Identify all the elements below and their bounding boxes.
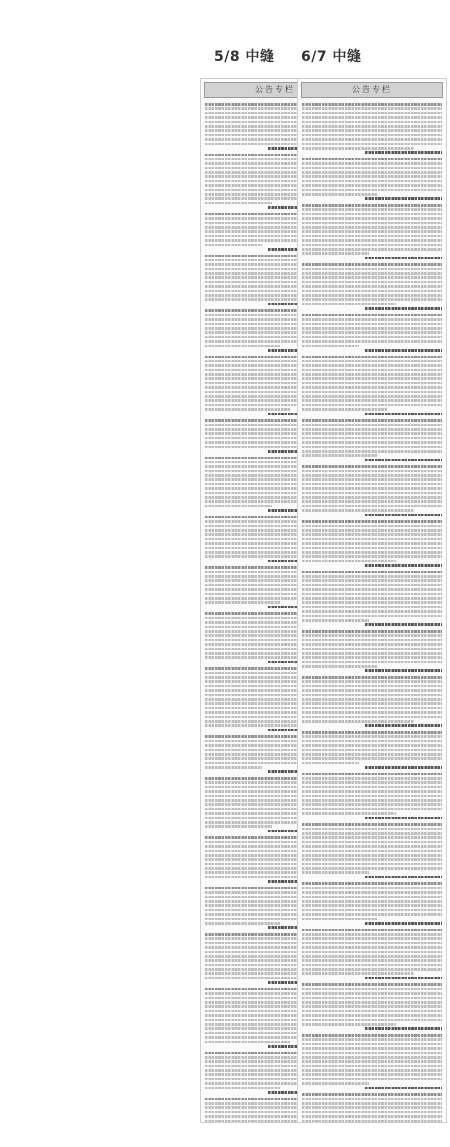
- notice-text-line: [302, 702, 442, 705]
- notice-text-line: [302, 854, 442, 857]
- notice-text-line: [302, 235, 442, 238]
- notice-text-line: [205, 1087, 281, 1090]
- notice-text-line: [302, 1001, 442, 1004]
- notice-block: [302, 520, 442, 567]
- notice-text-line: [302, 773, 442, 776]
- notice-text-line: [205, 244, 262, 247]
- notice-text-line: [302, 795, 442, 798]
- notice-text-line: [302, 918, 378, 921]
- notice-text-line: [302, 478, 442, 481]
- notice-block: [302, 1093, 442, 1123]
- notice-text-line: [302, 904, 442, 907]
- notice-text-line: [302, 184, 442, 187]
- notice-text-line: [302, 496, 442, 499]
- notice-text-line: [205, 555, 299, 558]
- notice-text-line: [302, 762, 359, 765]
- notice-text-line: [302, 630, 442, 633]
- notice-text-line: [302, 290, 442, 293]
- notice-text-line: [205, 825, 272, 828]
- notice-text-line: [302, 525, 442, 528]
- notice-text-line: [302, 529, 442, 532]
- notice-signature-line: [365, 413, 442, 416]
- notice-signature-line: [365, 307, 442, 310]
- left-page-label: 5/8 中缝: [214, 49, 275, 65]
- notice-text-line: [302, 441, 442, 444]
- notice-signature-line: [365, 349, 442, 352]
- notice-text-line: [302, 446, 442, 449]
- notice-text-line: [302, 560, 396, 563]
- notice-text-line: [302, 551, 442, 554]
- notice-text-line: [302, 575, 442, 578]
- notice-text-line: [302, 946, 442, 949]
- notice-text-line: [302, 694, 442, 697]
- notice-text-line: [302, 483, 442, 486]
- notice-text-line: [302, 588, 442, 591]
- notice-text-line: [302, 158, 442, 161]
- notice-text-line: [302, 1005, 442, 1008]
- notice-text-line: [205, 408, 290, 411]
- notice-text-line: [302, 175, 442, 178]
- notice-block: [302, 1034, 442, 1089]
- notice-text-line: [302, 937, 442, 940]
- notice-text-line: [302, 1034, 442, 1037]
- notice-text-line: [302, 597, 442, 600]
- notice-text-line: [302, 1052, 442, 1055]
- notice-text-line: [302, 419, 442, 422]
- notice-text-line: [302, 863, 442, 866]
- notice-text-line: [302, 720, 414, 723]
- notice-signature-line: [365, 766, 442, 769]
- notice-text-line: [302, 571, 442, 574]
- notice-block: [302, 571, 442, 626]
- notice-text-line: [302, 1078, 442, 1081]
- notice-text-line: [302, 437, 442, 440]
- notice-text-line: [302, 887, 442, 890]
- notice-text-line: [302, 716, 442, 719]
- notice-text-line: [302, 180, 442, 183]
- notice-text-line: [302, 268, 442, 271]
- notice-text-line: [302, 951, 442, 954]
- notice-signature-line: [365, 817, 442, 820]
- notice-text-line: [302, 643, 442, 646]
- notice-text-line: [302, 1043, 442, 1046]
- notice-signature-line: [365, 922, 442, 925]
- notice-text-line: [302, 896, 442, 899]
- notice-text-line: [302, 263, 442, 266]
- notice-text-line: [302, 364, 442, 367]
- notice-text-line: [302, 252, 369, 255]
- notice-text-line: [302, 189, 442, 192]
- notice-block: [302, 356, 442, 416]
- notice-text-line: [302, 1010, 442, 1013]
- notice-text-line: [302, 711, 442, 714]
- notice-text-line: [302, 239, 442, 242]
- notice-text-line: [302, 929, 442, 932]
- notice-text-line: [302, 955, 442, 958]
- notice-block: [302, 465, 442, 516]
- notice-text-line: [302, 213, 442, 216]
- notice-text-line: [302, 391, 442, 394]
- notice-text-line: [302, 369, 442, 372]
- notice-text-line: [302, 676, 442, 679]
- notice-signature-line: [365, 1087, 442, 1090]
- notice-text-line: [302, 399, 442, 402]
- notice-text-line: [302, 193, 378, 196]
- notice-text-line: [302, 731, 442, 734]
- notice-text-line: [302, 1023, 396, 1026]
- notice-text-line: [302, 272, 442, 275]
- notice-text-line: [302, 542, 442, 545]
- notice-text-line: [302, 204, 442, 207]
- notice-text-line: [302, 942, 442, 945]
- notice-text-line: [302, 428, 442, 431]
- notice-text-line: [302, 740, 442, 743]
- notice-text-line: [205, 143, 299, 146]
- notice-text-line: [302, 983, 442, 986]
- notice-text-line: [302, 968, 442, 971]
- notice-text-line: [302, 689, 442, 692]
- notice-text-line: [302, 336, 442, 339]
- notice-text-line: [302, 487, 442, 490]
- notice-text-line: [302, 803, 442, 806]
- notice-text-line: [302, 323, 442, 326]
- notice-text-line: [302, 584, 442, 587]
- notice-text-line: [302, 913, 442, 916]
- notice-text-line: [302, 276, 442, 279]
- notice-text-line: [302, 786, 442, 789]
- notice-text-line: [302, 933, 442, 936]
- notice-text-line: [302, 217, 442, 220]
- notice-text-line: [302, 285, 442, 288]
- notice-text-line: [302, 661, 442, 664]
- notice-text-line: [302, 753, 442, 756]
- notice-text-line: [302, 465, 442, 468]
- notice-text-line: [302, 828, 442, 831]
- notice-text-line: [205, 202, 272, 205]
- notice-text-line: [302, 171, 442, 174]
- notice-text-line: [302, 685, 442, 688]
- notice-text-line: [302, 1069, 442, 1072]
- notice-text-line: [302, 959, 442, 962]
- notice-signature-line: [365, 876, 442, 879]
- notice-block: [302, 630, 442, 672]
- notice-text-line: [302, 823, 442, 826]
- notice-text-line: [302, 790, 442, 793]
- notice-text-line: [302, 1073, 442, 1076]
- notice-text-line: [302, 509, 414, 512]
- notice-text-line: [302, 134, 442, 137]
- notice-text-line: [302, 408, 387, 411]
- notice-signature-line: [365, 1027, 442, 1030]
- notice-text-line: [302, 992, 442, 995]
- notice-text-line: [302, 555, 442, 558]
- notice-text-line: [302, 143, 442, 146]
- notice-text-line: [302, 360, 442, 363]
- notice-block: [302, 773, 442, 820]
- right-column-body: [298, 101, 446, 1123]
- notice-text-line: [302, 882, 442, 885]
- notice-text-line: [302, 125, 442, 128]
- notice-text-line: [302, 303, 396, 306]
- notice-block: [302, 823, 442, 878]
- notice-text-line: [302, 639, 442, 642]
- notice-text-line: [302, 162, 442, 165]
- notice-signature-line: [365, 459, 442, 462]
- notice-text-line: [302, 1082, 369, 1085]
- notice-text-line: [302, 533, 442, 536]
- notice-block: [302, 929, 442, 980]
- notice-text-line: [302, 832, 442, 835]
- notice-text-line: [205, 446, 307, 449]
- notice-block: [302, 983, 442, 1030]
- notice-text-line: [302, 424, 442, 427]
- notice-block: [302, 419, 442, 461]
- notice-text-line: [302, 1056, 442, 1059]
- notice-text-line: [302, 520, 442, 523]
- notice-text-line: [302, 500, 442, 503]
- notice-text-line: [302, 867, 442, 870]
- notice-text-line: [302, 382, 442, 385]
- notice-text-line: [302, 129, 442, 132]
- notice-text-line: [302, 781, 442, 784]
- notice-text-line: [302, 474, 442, 477]
- notice-text-line: [302, 1065, 442, 1068]
- notice-text-line: [302, 606, 442, 609]
- notice-text-line: [302, 1106, 442, 1109]
- notice-text-line: [302, 138, 442, 141]
- notice-text-line: [205, 724, 309, 727]
- notice-text-line: [302, 373, 442, 376]
- notice-signature-line: [365, 564, 442, 567]
- notice-text-line: [302, 1014, 442, 1017]
- notice-text-line: [302, 294, 442, 297]
- notice-text-line: [302, 222, 442, 225]
- notice-block: [302, 882, 442, 924]
- notice-text-line: [302, 230, 442, 233]
- notice-text-line: [302, 593, 442, 596]
- notice-text-line: [302, 1060, 442, 1063]
- notice-text-line: [302, 808, 442, 811]
- notice-text-line: [302, 735, 442, 738]
- notice-text-line: [302, 1047, 442, 1050]
- notice-text-line: [302, 121, 442, 124]
- left-column-header: 公告专栏: [204, 82, 346, 98]
- notice-text-line: [302, 112, 442, 115]
- notice-text-line: [205, 505, 272, 508]
- notice-text-line: [302, 757, 442, 760]
- notice-text-line: [205, 601, 281, 604]
- notice-text-line: [302, 707, 442, 710]
- notice-text-line: [302, 988, 442, 991]
- notice-text-line: [302, 107, 442, 110]
- notice-text-line: [302, 841, 442, 844]
- notice-text-line: [302, 331, 442, 334]
- notice-text-line: [302, 1093, 442, 1096]
- notice-text-line: [205, 766, 262, 769]
- notice-text-line: [302, 547, 442, 550]
- notice-text-line: [302, 386, 442, 389]
- notice-text-line: [302, 432, 442, 435]
- notice-text-line: [302, 579, 442, 582]
- right-page-label: 6/7 中缝: [301, 49, 362, 65]
- notice-text-line: [302, 1038, 442, 1041]
- notice-text-line: [302, 749, 442, 752]
- notice-text-line: [302, 858, 442, 861]
- right-notice-column: [297, 78, 447, 1123]
- notice-text-line: [302, 1102, 442, 1105]
- right-column-header: 公告专栏: [301, 82, 443, 98]
- notice-block: [302, 158, 442, 200]
- notice-signature-line: [365, 669, 442, 672]
- notice-signature-line: [365, 151, 442, 154]
- notice-text-line: [302, 1098, 442, 1101]
- notice-text-line: [302, 116, 442, 119]
- notice-text-line: [302, 327, 442, 330]
- notice-text-line: [302, 850, 442, 853]
- notice-text-line: [302, 744, 442, 747]
- notice-text-line: [302, 404, 442, 407]
- notice-text-line: [302, 871, 369, 874]
- notice-text-line: [302, 964, 442, 967]
- notice-text-line: [302, 698, 442, 701]
- notice-text-line: [205, 922, 281, 925]
- notice-text-line: [302, 909, 442, 912]
- notice-text-line: [302, 900, 442, 903]
- notice-signature-line: [365, 724, 442, 727]
- notice-text-line: [302, 167, 442, 170]
- notice-text-line: [205, 345, 281, 348]
- notice-signature-line: [365, 623, 442, 626]
- notice-text-line: [205, 876, 299, 879]
- notice-text-line: [302, 799, 442, 802]
- notice-text-line: [302, 1019, 442, 1022]
- notice-block: [302, 204, 442, 259]
- notice-block: [302, 676, 442, 727]
- notice-text-line: [302, 226, 442, 229]
- notice-text-line: [302, 652, 442, 655]
- notice-text-line: [302, 492, 442, 495]
- notice-text-line: [302, 248, 442, 251]
- notice-text-line: [302, 395, 442, 398]
- notice-signature-line: [365, 977, 442, 980]
- notice-text-line: [302, 318, 442, 321]
- notice-text-line: [302, 1115, 442, 1118]
- notice-text-line: [302, 208, 442, 211]
- notice-text-line: [302, 648, 442, 651]
- notice-text-line: [302, 356, 442, 359]
- notice-text-line: [302, 505, 442, 508]
- notice-text-line: [302, 538, 442, 541]
- notice-text-line: [302, 997, 442, 1000]
- notice-text-line: [302, 340, 442, 343]
- notice-text-line: [302, 972, 414, 975]
- notice-text-line: [302, 619, 369, 622]
- notice-text-line: [302, 610, 442, 613]
- notice-block: [302, 314, 442, 352]
- notice-text-line: [302, 665, 378, 668]
- notice-text-line: [302, 450, 442, 453]
- notice-text-line: [302, 601, 442, 604]
- notice-text-line: [302, 377, 442, 380]
- notice-text-line: [302, 314, 442, 317]
- notice-block: [302, 103, 442, 154]
- notice-text-line: [302, 244, 442, 247]
- notice-text-line: [302, 891, 442, 894]
- notice-text-line: [302, 281, 442, 284]
- notice-text-line: [302, 147, 414, 150]
- notice-text-line: [302, 298, 442, 301]
- notice-text-line: [205, 1041, 290, 1044]
- notice-text-line: [302, 836, 442, 839]
- notice-text-line: [302, 615, 442, 618]
- notice-text-line: [302, 812, 396, 815]
- notice-text-line: [302, 634, 442, 637]
- notice-text-line: [302, 345, 359, 348]
- notice-signature-line: [365, 197, 442, 200]
- notice-block: [302, 263, 442, 310]
- notice-text-line: [302, 656, 442, 659]
- notice-text-line: [302, 103, 442, 106]
- notice-text-line: [302, 680, 442, 683]
- notice-text-line: [302, 454, 378, 457]
- notice-signature-line: [365, 257, 442, 260]
- notice-signature-line: [365, 514, 442, 517]
- notice-block: [302, 731, 442, 769]
- notice-text-line: [302, 470, 442, 473]
- notice-text-line: [302, 1120, 442, 1123]
- notice-text-line: [302, 777, 442, 780]
- notice-text-line: [302, 845, 442, 848]
- notice-text-line: [302, 1111, 442, 1114]
